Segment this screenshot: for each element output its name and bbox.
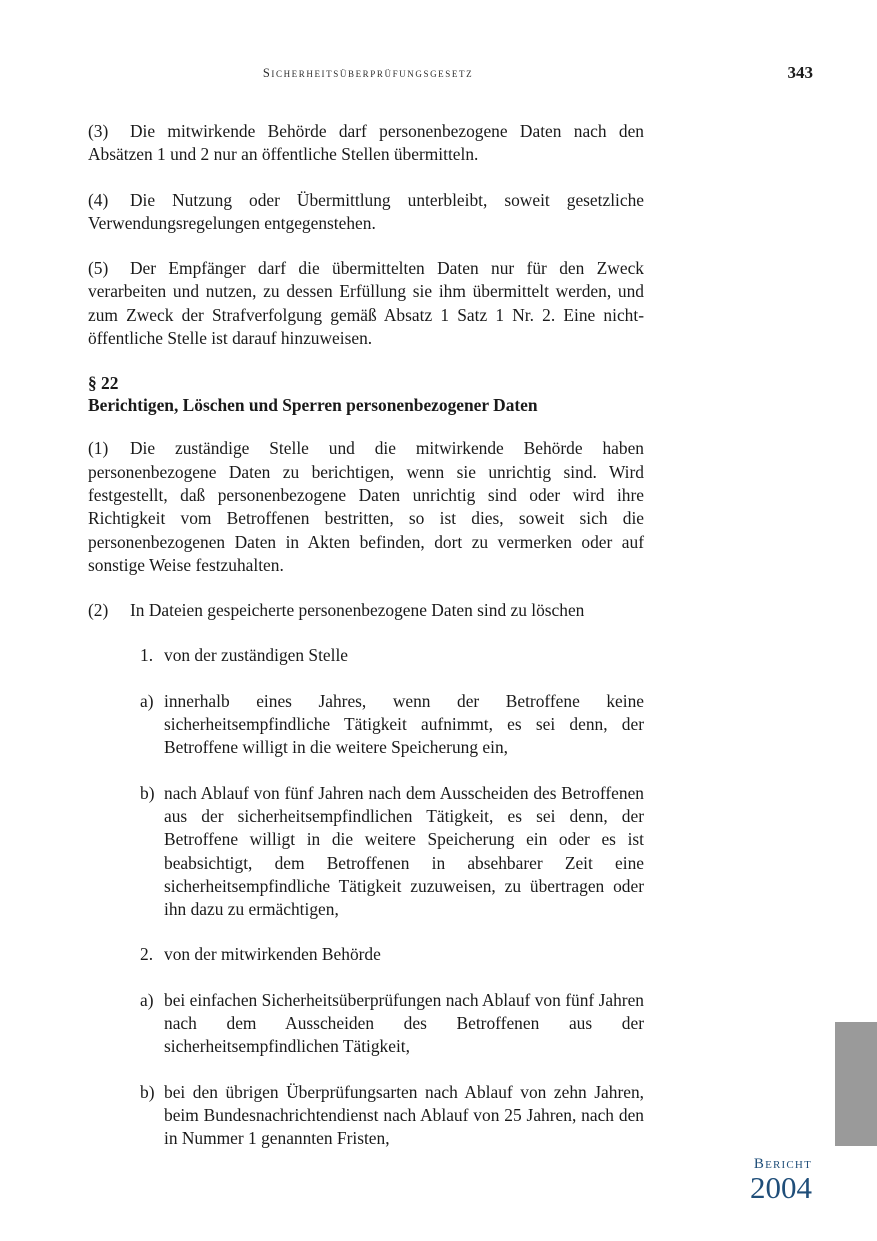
list-item: [88, 690, 644, 760]
report-logo: [750, 1156, 812, 1203]
paragraph-2: [88, 599, 644, 622]
paragraph-3: [88, 120, 644, 167]
paragraph-marker: (3): [88, 121, 109, 141]
list-item-text: von der zuständigen Stelle: [164, 645, 349, 666]
list-item-text: bei den übrigen Überprüfungsarten nach Ablauf von zehn Jahren, beim Bundesnachrichtendienst nach Ablauf von 25 Jahren, nach den in Nummer 1 genannten Fristen,: [164, 1081, 644, 1149]
paragraph-marker: (5): [88, 258, 109, 279]
paragraph-1: [88, 437, 644, 577]
section-heading: [88, 372, 644, 417]
list-item: [88, 989, 644, 1059]
section-number: § 22: [88, 373, 119, 394]
running-head-title: Sicherheitsüberprüfungsgesetz: [262, 66, 474, 80]
list-item-marker: a): [140, 989, 154, 1010]
report-logo-year: 2004: [750, 1170, 812, 1205]
paragraph-text: Die mitwirkende Behörde darf personenbezogene Daten nach den Absätzen 1 und 2 nur an öffentliche Stellen übermitteln.: [88, 121, 644, 165]
list-item-marker: 2.: [140, 944, 154, 965]
list-item: [88, 782, 644, 922]
report-logo-word: Bericht: [753, 1156, 812, 1172]
section-title: Berichtigen, Löschen und Sperren personenbezogener Daten: [88, 395, 538, 416]
list-item-marker: b): [140, 1081, 155, 1102]
text-column: [88, 120, 644, 1173]
list-item: [88, 943, 644, 966]
page-number: 343: [787, 63, 813, 82]
paragraph-text: Der Empfänger darf die übermittelten Daten nur für den Zweck verarbeiten und nutzen, zu dessen Erfüllung sie ihm übermittelt werden, und zum Zweck der Strafverfolgung gemäß Absatz 1 Satz 1 Nr. 2. Eine nicht-öffentliche Stelle ist darauf hinzuweisen.: [88, 258, 644, 349]
paragraph-marker: (1): [88, 438, 109, 459]
list-item-marker: 1.: [140, 645, 154, 666]
list-item-marker: a): [140, 690, 154, 711]
running-head: [88, 63, 813, 86]
paragraph-marker: (4): [88, 189, 109, 210]
list-item-marker: b): [140, 782, 155, 803]
list-item-text: bei einfachen Sicherheitsüberprüfungen nach Ablauf von fünf Jahren nach dem Ausscheiden des Betroffenen aus der sicherheitsempfindlichen Tätigkeit,: [164, 989, 644, 1057]
paragraph-text: In Dateien gespeicherte personenbezogene Daten sind zu löschen: [130, 600, 585, 621]
list-item: [88, 644, 644, 667]
list-item: [88, 1081, 644, 1151]
list-item-text: innerhalb eines Jahres, wenn der Betroffene keine sicherheitsempfindliche Tätigkeit aufnimmt, es sei denn, der Betroffene willigt in die weitere Speicherung ein,: [164, 690, 644, 758]
paragraph-4: [88, 189, 644, 236]
page-edge-tab: [835, 1022, 877, 1146]
paragraph-text: Die Nutzung oder Übermittlung unterbleibt, soweit gesetzliche Verwendungsregelungen entgegenstehen.: [88, 189, 644, 233]
list-item-text: von der mitwirkenden Behörde: [164, 944, 381, 965]
enumerated-list: [88, 644, 644, 1150]
paragraph-5: [88, 257, 644, 350]
paragraph-text: Die zuständige Stelle und die mitwirkende Behörde haben personenbezogene Daten zu berichtigen, wenn sie unrichtig sind. Wird festgestellt, daß personenbezogene Daten unrichtig sind oder wird ihre Richtigkeit vom Betroffenen bestritten, so ist dies, soweit sich die personenbezogenen Daten in Akten befinden, dort zu vermerken oder auf sonstige Weise festzuhalten.: [88, 438, 644, 575]
paragraph-marker: (2): [88, 600, 109, 621]
list-item-text: nach Ablauf von fünf Jahren nach dem Ausscheiden des Betroffenen aus der sicherheitsempfindlichen Tätigkeit, es sei denn, der Betroffene willigt in die weitere Speicherung ein oder es ist beabsichtigt, dem Betroffenen in absehbarer Zeit eine sicherheitsempfindliche Tätigkeit zuzuweisen, zu übertragen oder ihn dazu zu ermächtigen,: [164, 782, 644, 920]
